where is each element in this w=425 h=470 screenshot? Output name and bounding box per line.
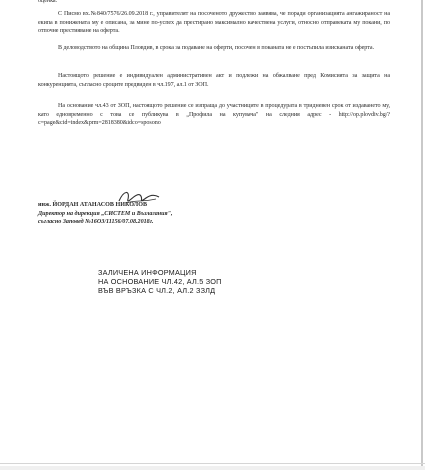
redaction-notice xyxy=(98,268,268,295)
signatory-name: инж. ЙОРДАН АТАНАСОВ НИКОЛОВ xyxy=(38,202,148,208)
redaction-line: НА ОСНОВАНИЕ ЧЛ.42, АЛ.5 ЗОП xyxy=(98,277,222,286)
redaction-line: ЗАЛИЧЕНА ИНФОРМАЦИЯ xyxy=(98,268,197,277)
paragraph-registry: В деловодството на община Пловдив, в срока за подаване на оферти, посочен в поканата не е постъпила изисканата оферта. xyxy=(58,45,375,51)
paragraph-publication: На основание чл.43 от ЗОП, настоящото решение се изпраща до участниците в процедурата в тридневен срок от издаването му, като едновременно с това се публикува в „Профила на купувача" на следния адрес - http://op.plovdiv.bg/?c=page&cid=index&prm=2818380&idco=sposono xyxy=(38,103,390,127)
scan-edge-shade xyxy=(0,466,425,470)
paragraph-fragment: оценка. xyxy=(38,0,58,4)
signatory-order: съгласно Заповед №16ОЗ/11156/07.08.2018г. xyxy=(38,219,154,226)
scan-edge-bottom xyxy=(0,463,425,464)
paragraph-appeal: Настоящото решение е индивидуален административен акт и подлежи на обжалване пред Комисията за защита на конкуренцията, съгласно сроците предвиден в чл.197, ал.1 от ЗОП. xyxy=(38,73,390,88)
signature-block xyxy=(38,201,278,227)
signatory-role: Директор на дирекция „СИСТЕМ и Възлагания", xyxy=(38,210,173,217)
redaction-line: ВЪВ ВРЪЗКА С ЧЛ.2, АЛ.2 ЗЗЛД xyxy=(98,286,216,295)
paragraph-letter: С Писмо вх.№840/7576/26.09.2018 г., управителят на посоченото дружество заявява, че поради организацията ангажираност на екипа в понижената му е описана, за мине по-успех да престирано максимално качествена услуги, относно отправеката му покани, по отпочне престияване на оферта. xyxy=(38,11,390,35)
scan-edge-right xyxy=(421,0,423,470)
